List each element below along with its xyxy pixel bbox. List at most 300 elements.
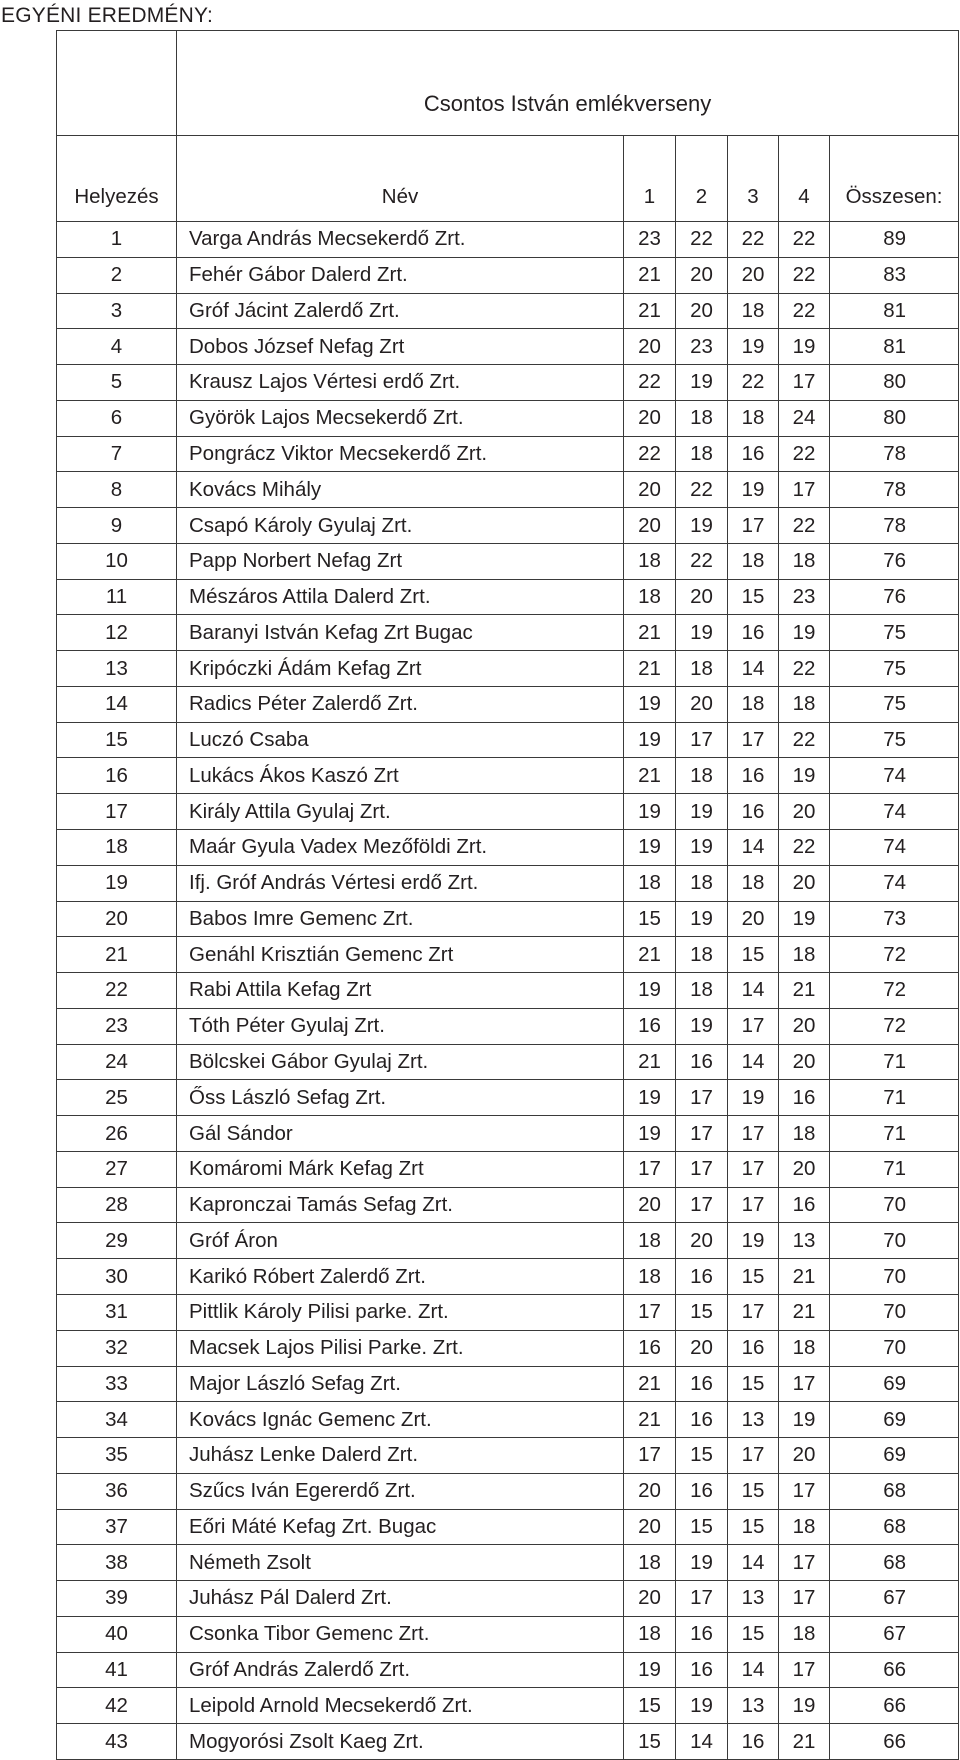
cell-round-2: 22 xyxy=(676,222,728,258)
cell-rank: 24 xyxy=(57,1044,177,1080)
table-row xyxy=(57,651,959,687)
table-row xyxy=(57,722,959,758)
cell-name: Gróf András Zalerdő Zrt. xyxy=(177,1652,624,1688)
table-row xyxy=(57,794,959,830)
table-row xyxy=(57,1402,959,1438)
cell-round-1: 15 xyxy=(624,901,676,937)
cell-rank: 39 xyxy=(57,1581,177,1617)
cell-round-4: 13 xyxy=(779,1223,830,1259)
cell-round-3: 17 xyxy=(728,722,779,758)
cell-round-4: 18 xyxy=(779,1116,830,1152)
table-row xyxy=(57,579,959,615)
cell-round-1: 18 xyxy=(624,1545,676,1581)
cell-round-4: 20 xyxy=(779,1151,830,1187)
cell-name: Dobos József Nefag Zrt xyxy=(177,329,624,365)
cell-round-2: 16 xyxy=(676,1402,728,1438)
cell-round-3: 14 xyxy=(728,973,779,1009)
cell-round-3: 16 xyxy=(728,615,779,651)
competition-title: Csontos István emlékverseny xyxy=(177,31,959,136)
cell-total: 68 xyxy=(830,1473,959,1509)
cell-round-1: 19 xyxy=(624,973,676,1009)
cell-rank: 4 xyxy=(57,329,177,365)
cell-name: Papp Norbert Nefag Zrt xyxy=(177,543,624,579)
title-corner-cell xyxy=(57,31,177,136)
cell-rank: 30 xyxy=(57,1259,177,1295)
cell-round-2: 19 xyxy=(676,365,728,401)
cell-round-3: 18 xyxy=(728,865,779,901)
cell-round-2: 19 xyxy=(676,794,728,830)
cell-round-3: 17 xyxy=(728,1294,779,1330)
header-total: Összesen: xyxy=(830,136,959,222)
cell-total: 75 xyxy=(830,686,959,722)
cell-round-1: 18 xyxy=(624,865,676,901)
cell-round-3: 22 xyxy=(728,365,779,401)
cell-round-3: 17 xyxy=(728,1151,779,1187)
table-row xyxy=(57,1616,959,1652)
cell-round-3: 18 xyxy=(728,543,779,579)
table-row xyxy=(57,758,959,794)
cell-round-2: 18 xyxy=(676,758,728,794)
cell-round-2: 15 xyxy=(676,1438,728,1474)
table-row xyxy=(57,1116,959,1152)
cell-rank: 23 xyxy=(57,1008,177,1044)
cell-round-1: 20 xyxy=(624,329,676,365)
cell-round-1: 18 xyxy=(624,543,676,579)
cell-rank: 7 xyxy=(57,436,177,472)
cell-round-3: 19 xyxy=(728,472,779,508)
cell-round-1: 19 xyxy=(624,1652,676,1688)
cell-name: Karikó Róbert Zalerdő Zrt. xyxy=(177,1259,624,1295)
table-row xyxy=(57,400,959,436)
cell-round-2: 20 xyxy=(676,293,728,329)
cell-round-2: 18 xyxy=(676,973,728,1009)
cell-name: Macsek Lajos Pilisi Parke. Zrt. xyxy=(177,1330,624,1366)
table-row xyxy=(57,1008,959,1044)
cell-total: 72 xyxy=(830,973,959,1009)
cell-round-2: 19 xyxy=(676,615,728,651)
cell-round-1: 19 xyxy=(624,830,676,866)
cell-name: Bölcskei Gábor Gyulaj Zrt. xyxy=(177,1044,624,1080)
table-row xyxy=(57,1259,959,1295)
cell-round-1: 20 xyxy=(624,1509,676,1545)
cell-round-3: 15 xyxy=(728,579,779,615)
cell-name: Pittlik Károly Pilisi parke. Zrt. xyxy=(177,1294,624,1330)
cell-name: Szűcs Iván Egererdő Zrt. xyxy=(177,1473,624,1509)
table-row xyxy=(57,1509,959,1545)
cell-name: Kovács Ignác Gemenc Zrt. xyxy=(177,1402,624,1438)
cell-round-2: 14 xyxy=(676,1724,728,1760)
cell-round-4: 22 xyxy=(779,722,830,758)
cell-rank: 20 xyxy=(57,901,177,937)
cell-round-3: 17 xyxy=(728,1187,779,1223)
cell-round-1: 21 xyxy=(624,651,676,687)
cell-round-4: 19 xyxy=(779,615,830,651)
cell-total: 75 xyxy=(830,722,959,758)
cell-rank: 9 xyxy=(57,508,177,544)
table-row xyxy=(57,1438,959,1474)
header-row xyxy=(57,136,959,222)
header-round-2: 2 xyxy=(676,136,728,222)
cell-name: Komáromi Márk Kefag Zrt xyxy=(177,1151,624,1187)
table-row xyxy=(57,1545,959,1581)
cell-total: 78 xyxy=(830,472,959,508)
table-row xyxy=(57,1294,959,1330)
cell-round-3: 17 xyxy=(728,1116,779,1152)
cell-round-4: 20 xyxy=(779,794,830,830)
table-row xyxy=(57,436,959,472)
cell-rank: 5 xyxy=(57,365,177,401)
table-row xyxy=(57,365,959,401)
cell-total: 67 xyxy=(830,1581,959,1617)
cell-round-1: 15 xyxy=(624,1724,676,1760)
cell-round-3: 16 xyxy=(728,794,779,830)
cell-round-3: 20 xyxy=(728,901,779,937)
cell-round-1: 21 xyxy=(624,1402,676,1438)
cell-round-2: 19 xyxy=(676,1008,728,1044)
table-row xyxy=(57,508,959,544)
cell-round-3: 15 xyxy=(728,1259,779,1295)
cell-total: 72 xyxy=(830,937,959,973)
cell-total: 71 xyxy=(830,1151,959,1187)
cell-rank: 10 xyxy=(57,543,177,579)
table-row xyxy=(57,686,959,722)
cell-round-4: 17 xyxy=(779,1581,830,1617)
cell-round-2: 18 xyxy=(676,937,728,973)
cell-name: Őss László Sefag Zrt. xyxy=(177,1080,624,1116)
cell-name: Juhász Pál Dalerd Zrt. xyxy=(177,1581,624,1617)
cell-round-4: 17 xyxy=(779,1473,830,1509)
table-row xyxy=(57,1223,959,1259)
cell-total: 71 xyxy=(830,1080,959,1116)
cell-round-1: 19 xyxy=(624,686,676,722)
cell-name: Babos Imre Gemenc Zrt. xyxy=(177,901,624,937)
cell-round-4: 22 xyxy=(779,830,830,866)
cell-round-3: 13 xyxy=(728,1581,779,1617)
cell-round-3: 14 xyxy=(728,1652,779,1688)
cell-total: 70 xyxy=(830,1294,959,1330)
cell-round-4: 17 xyxy=(779,1545,830,1581)
cell-round-1: 20 xyxy=(624,1581,676,1617)
page-heading: EGYÉNI EREDMÉNY: xyxy=(1,4,214,27)
cell-round-4: 22 xyxy=(779,508,830,544)
cell-round-1: 21 xyxy=(624,1366,676,1402)
cell-rank: 33 xyxy=(57,1366,177,1402)
cell-rank: 3 xyxy=(57,293,177,329)
cell-name: Király Attila Gyulaj Zrt. xyxy=(177,794,624,830)
cell-round-3: 13 xyxy=(728,1688,779,1724)
table-row xyxy=(57,1187,959,1223)
header-round-4: 4 xyxy=(779,136,830,222)
cell-round-2: 17 xyxy=(676,722,728,758)
cell-round-2: 16 xyxy=(676,1616,728,1652)
cell-round-2: 19 xyxy=(676,830,728,866)
cell-rank: 34 xyxy=(57,1402,177,1438)
cell-round-4: 21 xyxy=(779,1259,830,1295)
cell-name: Mészáros Attila Dalerd Zrt. xyxy=(177,579,624,615)
cell-round-4: 21 xyxy=(779,973,830,1009)
cell-name: Varga András Mecsekerdő Zrt. xyxy=(177,222,624,258)
cell-rank: 15 xyxy=(57,722,177,758)
cell-round-2: 22 xyxy=(676,543,728,579)
table-row xyxy=(57,329,959,365)
cell-round-1: 20 xyxy=(624,1473,676,1509)
cell-name: Juhász Lenke Dalerd Zrt. xyxy=(177,1438,624,1474)
cell-name: Rabi Attila Kefag Zrt xyxy=(177,973,624,1009)
cell-round-2: 18 xyxy=(676,865,728,901)
cell-round-3: 15 xyxy=(728,1616,779,1652)
cell-rank: 28 xyxy=(57,1187,177,1223)
cell-total: 89 xyxy=(830,222,959,258)
cell-total: 69 xyxy=(830,1402,959,1438)
cell-rank: 6 xyxy=(57,400,177,436)
cell-round-2: 17 xyxy=(676,1116,728,1152)
cell-round-1: 18 xyxy=(624,579,676,615)
cell-round-1: 22 xyxy=(624,436,676,472)
cell-name: Genáhl Krisztián Gemenc Zrt xyxy=(177,937,624,973)
cell-round-2: 19 xyxy=(676,901,728,937)
cell-round-3: 15 xyxy=(728,937,779,973)
cell-round-4: 22 xyxy=(779,293,830,329)
table-row xyxy=(57,865,959,901)
cell-round-4: 19 xyxy=(779,901,830,937)
cell-rank: 2 xyxy=(57,257,177,293)
cell-name: Kapronczai Tamás Sefag Zrt. xyxy=(177,1187,624,1223)
cell-round-4: 19 xyxy=(779,758,830,794)
table-row xyxy=(57,1044,959,1080)
cell-rank: 35 xyxy=(57,1438,177,1474)
cell-name: Csonka Tibor Gemenc Zrt. xyxy=(177,1616,624,1652)
cell-round-1: 21 xyxy=(624,1044,676,1080)
cell-name: Kripóczki Ádám Kefag Zrt xyxy=(177,651,624,687)
cell-round-4: 22 xyxy=(779,436,830,472)
cell-round-2: 16 xyxy=(676,1366,728,1402)
cell-round-2: 20 xyxy=(676,257,728,293)
cell-total: 74 xyxy=(830,758,959,794)
table-row xyxy=(57,1724,959,1760)
cell-rank: 40 xyxy=(57,1616,177,1652)
cell-round-3: 19 xyxy=(728,1080,779,1116)
cell-round-1: 21 xyxy=(624,615,676,651)
cell-round-3: 16 xyxy=(728,436,779,472)
cell-total: 71 xyxy=(830,1116,959,1152)
cell-round-2: 16 xyxy=(676,1473,728,1509)
cell-name: Gróf Áron xyxy=(177,1223,624,1259)
cell-round-3: 20 xyxy=(728,257,779,293)
table-row xyxy=(57,222,959,258)
cell-round-2: 20 xyxy=(676,1330,728,1366)
cell-rank: 43 xyxy=(57,1724,177,1760)
cell-round-4: 24 xyxy=(779,400,830,436)
cell-total: 68 xyxy=(830,1509,959,1545)
cell-name: Lukács Ákos Kaszó Zrt xyxy=(177,758,624,794)
cell-round-2: 17 xyxy=(676,1080,728,1116)
table-row xyxy=(57,615,959,651)
cell-total: 75 xyxy=(830,615,959,651)
results-table xyxy=(56,30,959,1760)
cell-total: 72 xyxy=(830,1008,959,1044)
table-row xyxy=(57,1151,959,1187)
cell-rank: 1 xyxy=(57,222,177,258)
cell-round-3: 13 xyxy=(728,1402,779,1438)
cell-round-4: 23 xyxy=(779,579,830,615)
cell-round-2: 17 xyxy=(676,1151,728,1187)
cell-round-3: 18 xyxy=(728,293,779,329)
cell-round-1: 20 xyxy=(624,1187,676,1223)
cell-round-4: 16 xyxy=(779,1187,830,1223)
cell-round-4: 18 xyxy=(779,1616,830,1652)
cell-round-2: 18 xyxy=(676,436,728,472)
cell-round-1: 20 xyxy=(624,400,676,436)
header-round-3: 3 xyxy=(728,136,779,222)
cell-round-3: 19 xyxy=(728,329,779,365)
cell-round-4: 17 xyxy=(779,1366,830,1402)
table-row xyxy=(57,1581,959,1617)
cell-round-4: 17 xyxy=(779,365,830,401)
cell-rank: 18 xyxy=(57,830,177,866)
cell-rank: 38 xyxy=(57,1545,177,1581)
header-rank: Helyezés xyxy=(57,136,177,222)
cell-name: Eőri Máté Kefag Zrt. Bugac xyxy=(177,1509,624,1545)
table-row xyxy=(57,543,959,579)
cell-total: 74 xyxy=(830,830,959,866)
cell-name: Krausz Lajos Vértesi erdő Zrt. xyxy=(177,365,624,401)
cell-name: Gróf Jácint Zalerdő Zrt. xyxy=(177,293,624,329)
cell-round-2: 20 xyxy=(676,1223,728,1259)
cell-total: 80 xyxy=(830,365,959,401)
cell-total: 69 xyxy=(830,1438,959,1474)
cell-total: 70 xyxy=(830,1259,959,1295)
cell-rank: 26 xyxy=(57,1116,177,1152)
cell-rank: 29 xyxy=(57,1223,177,1259)
cell-round-3: 14 xyxy=(728,1545,779,1581)
cell-round-3: 14 xyxy=(728,1044,779,1080)
cell-name: Csapó Károly Gyulaj Zrt. xyxy=(177,508,624,544)
cell-round-3: 17 xyxy=(728,1438,779,1474)
cell-name: Kovács Mihály xyxy=(177,472,624,508)
cell-round-4: 22 xyxy=(779,651,830,687)
cell-round-2: 19 xyxy=(676,508,728,544)
cell-name: Mogyorósi Zsolt Kaeg Zrt. xyxy=(177,1724,624,1760)
cell-round-4: 18 xyxy=(779,543,830,579)
cell-rank: 41 xyxy=(57,1652,177,1688)
cell-round-4: 20 xyxy=(779,865,830,901)
cell-round-2: 16 xyxy=(676,1652,728,1688)
cell-round-2: 16 xyxy=(676,1259,728,1295)
cell-rank: 19 xyxy=(57,865,177,901)
cell-round-4: 18 xyxy=(779,1509,830,1545)
cell-round-2: 18 xyxy=(676,651,728,687)
cell-rank: 25 xyxy=(57,1080,177,1116)
cell-name: Maár Gyula Vadex Mezőföldi Zrt. xyxy=(177,830,624,866)
cell-rank: 27 xyxy=(57,1151,177,1187)
cell-round-2: 15 xyxy=(676,1509,728,1545)
cell-round-4: 22 xyxy=(779,222,830,258)
cell-round-3: 16 xyxy=(728,1330,779,1366)
cell-round-4: 19 xyxy=(779,1688,830,1724)
cell-rank: 17 xyxy=(57,794,177,830)
cell-round-4: 21 xyxy=(779,1724,830,1760)
cell-round-2: 19 xyxy=(676,1545,728,1581)
cell-total: 67 xyxy=(830,1616,959,1652)
cell-round-1: 19 xyxy=(624,794,676,830)
cell-round-2: 23 xyxy=(676,329,728,365)
cell-round-1: 18 xyxy=(624,1223,676,1259)
cell-total: 78 xyxy=(830,436,959,472)
cell-rank: 8 xyxy=(57,472,177,508)
cell-name: Luczó Csaba xyxy=(177,722,624,758)
table-row xyxy=(57,1688,959,1724)
cell-rank: 32 xyxy=(57,1330,177,1366)
cell-round-1: 21 xyxy=(624,257,676,293)
cell-name: Baranyi István Kefag Zrt Bugac xyxy=(177,615,624,651)
table-row xyxy=(57,901,959,937)
cell-round-2: 22 xyxy=(676,472,728,508)
cell-round-4: 20 xyxy=(779,1438,830,1474)
cell-round-4: 21 xyxy=(779,1294,830,1330)
table-row xyxy=(57,1330,959,1366)
cell-round-2: 18 xyxy=(676,400,728,436)
cell-round-1: 18 xyxy=(624,1259,676,1295)
cell-round-4: 18 xyxy=(779,686,830,722)
table-row xyxy=(57,1366,959,1402)
cell-rank: 11 xyxy=(57,579,177,615)
cell-total: 68 xyxy=(830,1545,959,1581)
cell-rank: 31 xyxy=(57,1294,177,1330)
table-row xyxy=(57,1080,959,1116)
cell-name: Németh Zsolt xyxy=(177,1545,624,1581)
cell-round-2: 17 xyxy=(676,1581,728,1617)
cell-rank: 42 xyxy=(57,1688,177,1724)
cell-name: Fehér Gábor Dalerd Zrt. xyxy=(177,257,624,293)
cell-round-1: 21 xyxy=(624,937,676,973)
cell-total: 74 xyxy=(830,865,959,901)
cell-round-3: 15 xyxy=(728,1473,779,1509)
cell-name: Leipold Arnold Mecsekerdő Zrt. xyxy=(177,1688,624,1724)
cell-round-1: 18 xyxy=(624,1616,676,1652)
cell-name: Ifj. Gróf András Vértesi erdő Zrt. xyxy=(177,865,624,901)
cell-round-4: 16 xyxy=(779,1080,830,1116)
cell-round-3: 18 xyxy=(728,686,779,722)
cell-round-4: 18 xyxy=(779,1330,830,1366)
cell-total: 81 xyxy=(830,293,959,329)
cell-total: 83 xyxy=(830,257,959,293)
table-row xyxy=(57,973,959,1009)
cell-total: 70 xyxy=(830,1187,959,1223)
cell-total: 66 xyxy=(830,1688,959,1724)
header-name: Név xyxy=(177,136,624,222)
cell-round-4: 19 xyxy=(779,329,830,365)
header-round-1: 1 xyxy=(624,136,676,222)
cell-name: Major László Sefag Zrt. xyxy=(177,1366,624,1402)
cell-rank: 16 xyxy=(57,758,177,794)
cell-total: 69 xyxy=(830,1366,959,1402)
cell-name: Pongrácz Viktor Mecsekerdő Zrt. xyxy=(177,436,624,472)
cell-rank: 12 xyxy=(57,615,177,651)
cell-total: 70 xyxy=(830,1223,959,1259)
cell-rank: 37 xyxy=(57,1509,177,1545)
cell-round-4: 17 xyxy=(779,472,830,508)
cell-total: 80 xyxy=(830,400,959,436)
cell-round-1: 20 xyxy=(624,508,676,544)
cell-round-1: 20 xyxy=(624,472,676,508)
cell-round-1: 23 xyxy=(624,222,676,258)
cell-round-1: 17 xyxy=(624,1438,676,1474)
cell-rank: 36 xyxy=(57,1473,177,1509)
table-row xyxy=(57,257,959,293)
table-row xyxy=(57,1473,959,1509)
cell-rank: 22 xyxy=(57,973,177,1009)
table-row xyxy=(57,472,959,508)
